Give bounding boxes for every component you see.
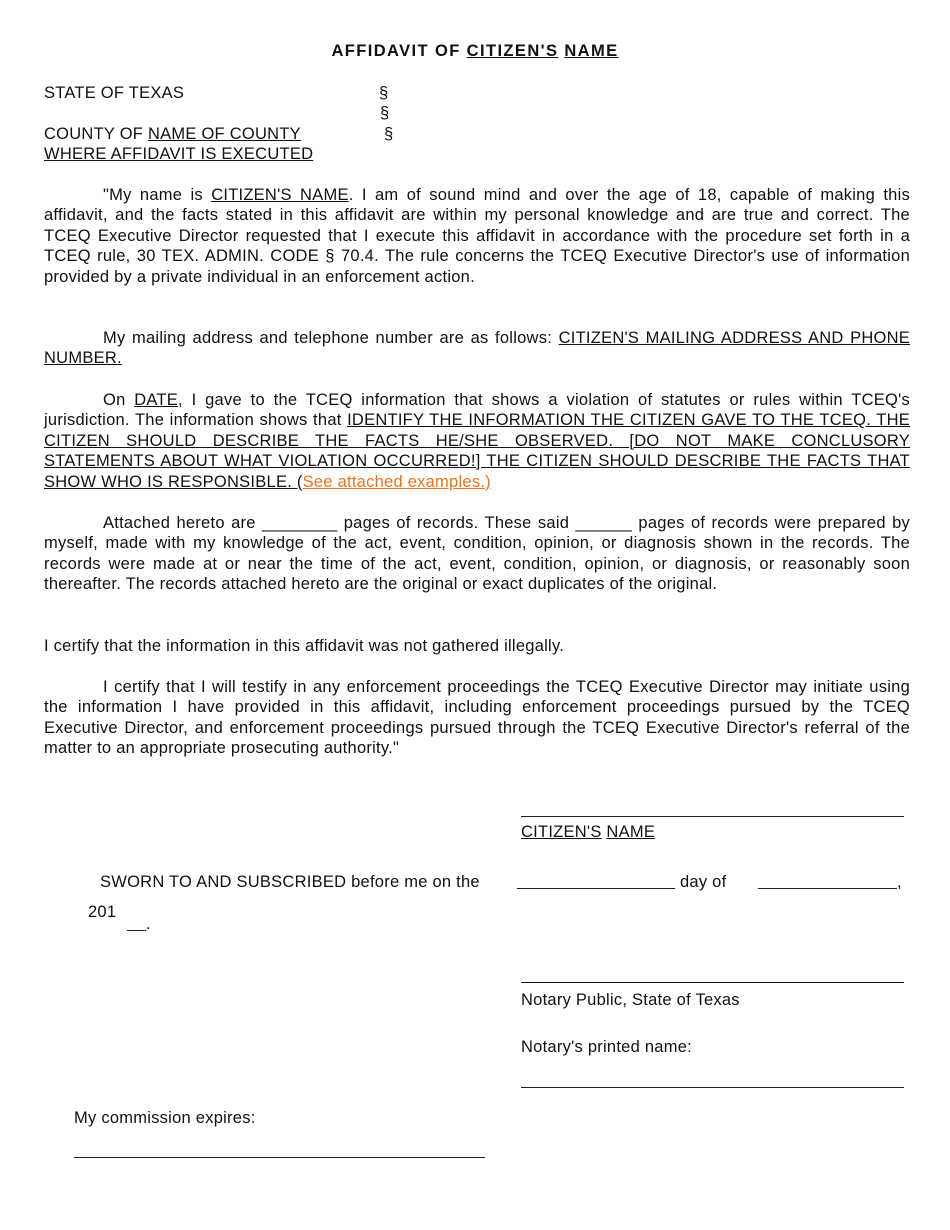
- county-name-line2: WHERE AFFIDAVIT IS EXECUTED: [44, 145, 314, 163]
- commission-line[interactable]: [74, 1157, 485, 1158]
- citizen-name-inline: CITIZEN'S NAME: [211, 186, 349, 204]
- document-title: AFFIDAVIT OF CITIZEN'S NAME: [331, 42, 619, 60]
- section-symbol-1: §: [379, 84, 389, 102]
- section-symbol-3: §: [384, 125, 394, 143]
- citizen-signature-label: CITIZEN'S NAME: [521, 823, 656, 841]
- mailing-address: CITIZEN'S MAILING ADDRESS AND PHONE NUMBER.: [44, 329, 910, 368]
- section-symbol-2: §: [380, 104, 390, 122]
- sworn-day-blank[interactable]: [517, 888, 675, 889]
- pages-blank-1: ________: [262, 514, 338, 532]
- title-name: NAME: [564, 42, 619, 60]
- notary-signature-line[interactable]: [521, 982, 904, 983]
- notary-title: Notary Public, State of Texas: [521, 991, 740, 1009]
- identify-information: IDENTIFY THE INFORMATION THE CITIZEN GAVE TO THE TCEQ. THE CITIZEN SHOULD DESCRIBE THE FACTS HE/SHE OBSERVED. [DO NOT MAKE CONCLUSORY STATEMENTS ABOUT WHAT VIOLATION OCCURRED!] THE CITIZEN SHOULD DESCRIBE THE FACTS THAT SHOW WHO IS RESPONSIBLE. (: [44, 411, 910, 491]
- paragraph-identity: "My name is CITIZEN'S NAME. I am of sound mind and over the age of 18, capable of making this affidavit, and the facts stated in this affidavit are within my personal knowledge and are true and correct. The TCEQ Executive Director requested that I execute this affidavit in accordance with the procedure set forth in a TCEQ rule, 30 TEX. ADMIN. CODE § 70.4. The rule concerns the TCEQ Executive Director's use of information provided by a private individual in an enforcement action.: [44, 186, 910, 286]
- see-examples-link[interactable]: See attached examples.): [302, 472, 491, 491]
- citizen-signature-line[interactable]: [521, 816, 904, 817]
- pages-blank-2: ______: [575, 514, 633, 532]
- county-label: COUNTY OF NAME OF COUNTY: [44, 125, 301, 143]
- sworn-comma: ,: [897, 873, 902, 891]
- date-placeholder: DATE: [134, 391, 179, 409]
- commission-label: My commission expires:: [74, 1109, 256, 1127]
- state-label: STATE OF TEXAS: [44, 84, 185, 102]
- paragraph-records: Attached hereto are ________ pages of records. These said ______ pages of records were prepared by myself, made with my knowledge of the act, event, condition, opinion, or diagnosis shown in the records. The records were made at or near the time of the act, event, condition, opinion, or diagnosis, or reasonably soon thereafter. The records attached hereto are the original or exact duplicates of the original.: [44, 514, 911, 594]
- day-of-label: day of: [680, 873, 727, 891]
- notary-printed-name-line[interactable]: [521, 1087, 904, 1088]
- sworn-month-blank[interactable]: [758, 888, 897, 889]
- paragraph-certify-testify: I certify that I will testify in any enforcement proceedings the TCEQ Executive Director may initiate using the information I have provided in this affidavit, including enforcement proceedings pursued by the TCEQ Executive Director, and enforcement proceedings pursued through the TCEQ Executive Director's referral of the matter to an appropriate prosecuting authority.": [44, 678, 910, 758]
- title-citizen: CITIZEN'S: [466, 42, 559, 60]
- year-prefix: 201: [88, 903, 117, 921]
- county-name: NAME OF COUNTY: [147, 125, 301, 143]
- year-period: .: [146, 915, 151, 933]
- notary-printed-name-label: Notary's printed name:: [521, 1038, 692, 1056]
- paragraph-information: On DATE, I gave to the TCEQ information that shows a violation of statutes or rules within TCEQ's jurisdiction. The information shows that IDENTIFY THE INFORMATION THE CITIZEN GAVE TO THE TCEQ. THE CITIZEN SHOULD DESCRIBE THE FACTS HE/SHE OBSERVED. [DO NOT MAKE CONCLUSORY STATEMENTS ABOUT WHAT VIOLATION OCCURRED!] THE CITIZEN SHOULD DESCRIBE THE FACTS THAT SHOW WHO IS RESPONSIBLE. (See attached examples.): [44, 391, 910, 491]
- paragraph-address: My mailing address and telephone number are as follows: CITIZEN'S MAILING ADDRESS AND PHONE NUMBER.: [44, 329, 910, 368]
- paragraph-certify-legal: I certify that the information in this affidavit was not gathered illegally.: [44, 637, 565, 655]
- year-blank[interactable]: [127, 930, 146, 931]
- sworn-text: SWORN TO AND SUBSCRIBED before me on the: [100, 873, 480, 891]
